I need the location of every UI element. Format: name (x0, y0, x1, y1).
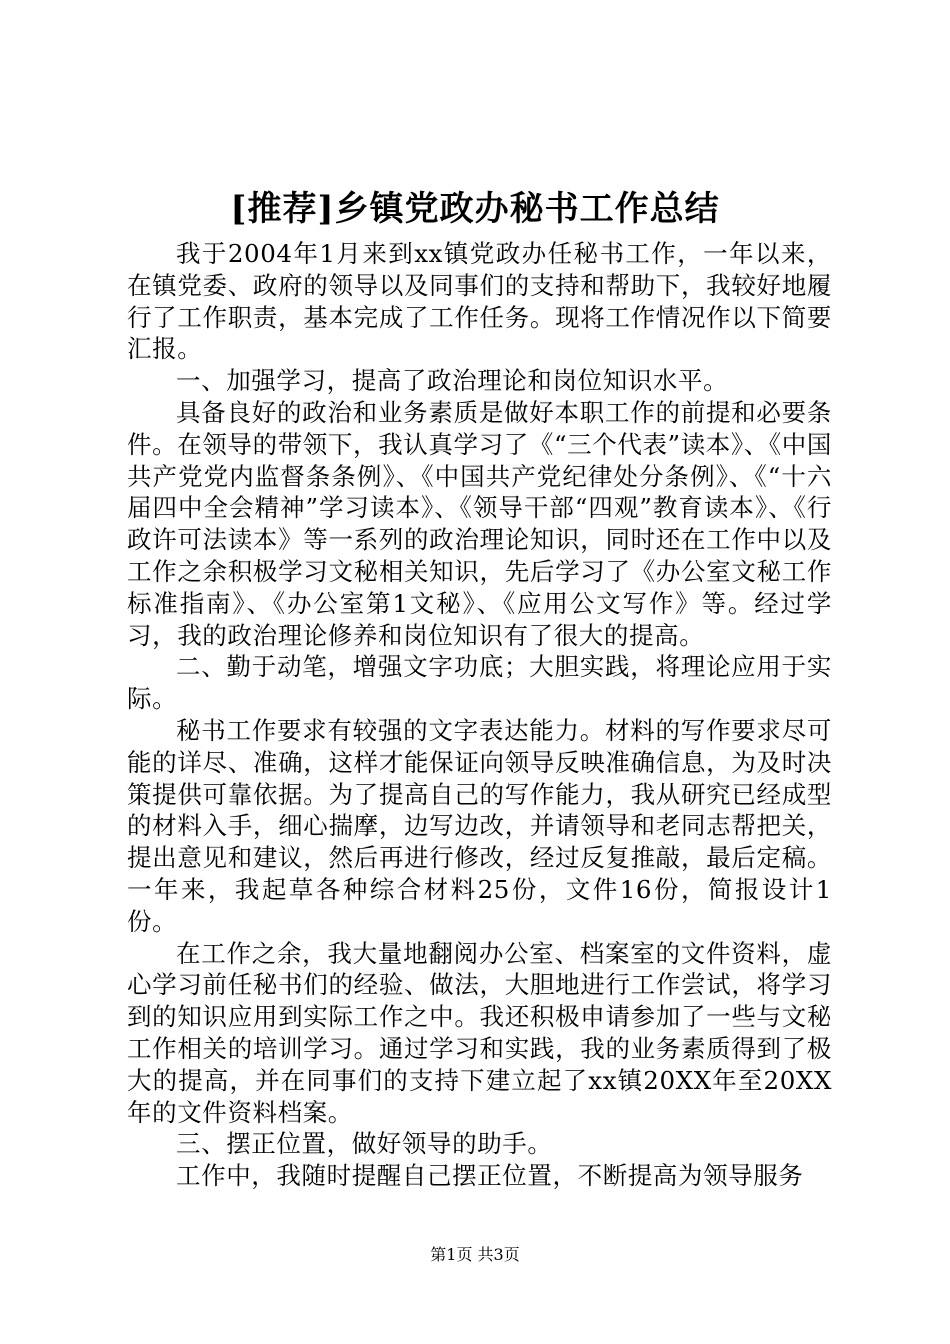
paragraph-intro: 我于2004年1月来到xx镇党政办任秘书工作，一年以来，在镇党委、政府的领导以及同事们的支持和帮助下，我较好地履行了工作职责，基本完成了工作任务。现将工作情况作以下简要汇报。 (127, 239, 832, 364)
paragraph-study: 具备良好的政治和业务素质是做好本职工作的前提和必要条件。在领导的带领下，我认真学习了《“三个代表”读本》、《中国共产党党内监督条条例》、《中国共产党纪律处分条例》、《“十六届四中全会精神”学习读本》、《领导干部“四观”教育读本》、《行政许可法读本》等一系列的政治理论知识，同时还在工作中以及工作之余积极学习文秘相关知识，先后学习了《办公室文秘工作标准指南》、《办公室第1文秘》、《应用公文写作》等。经过学习，我的政治理论修养和岗位知识有了很大的提高。 (127, 397, 832, 650)
document-body (127, 238, 832, 1192)
section-heading-1: 一、加强学习，提高了政治理论和岗位知识水平。 (176, 366, 729, 396)
section-heading-2: 二、勤于动笔，增强文字功底；大胆实践，将理论应用于实际。 (127, 652, 832, 714)
document-title: [推荐]乡镇党政办秘书工作总结 (230, 189, 720, 229)
paragraph-practice: 在工作之余，我大量地翻阅办公室、档案室的文件资料，虚心学习前任秘书们的经验、做法，大胆地进行工作尝试，将学习到的知识应用到实际工作之中。我还积极申请参加了一些与文秘工作相关的培训学习。通过学习和实践，我的业务素质得到了极大的提高，并在同事们的支持下建立起了xx镇20XX年至20XX年的文件资料档案。 (127, 938, 832, 1127)
paragraph-assistant: 工作中，我随时提醒自己摆正位置，不断提高为领导服务 (176, 1161, 804, 1191)
paragraph-writing: 秘书工作要求有较强的文字表达能力。材料的写作要求尽可能的详尽、准确，这样才能保证向领导反映准确信息，为及时决策提供可靠依据。为了提高自己的写作能力，我从研究已经成型的材料入手，细心揣摩，边写边改，并请领导和老同志帮把关，提出意见和建议，然后再进行修改，经过反复推敲，最后定稿。一年来，我起草各种综合材料25份，文件16份，简报设计1份。 (127, 715, 832, 936)
section-heading-3: 三、摆正位置，做好领导的助手。 (176, 1129, 553, 1159)
page-footer: 第1页 共3页 (430, 1245, 520, 1264)
